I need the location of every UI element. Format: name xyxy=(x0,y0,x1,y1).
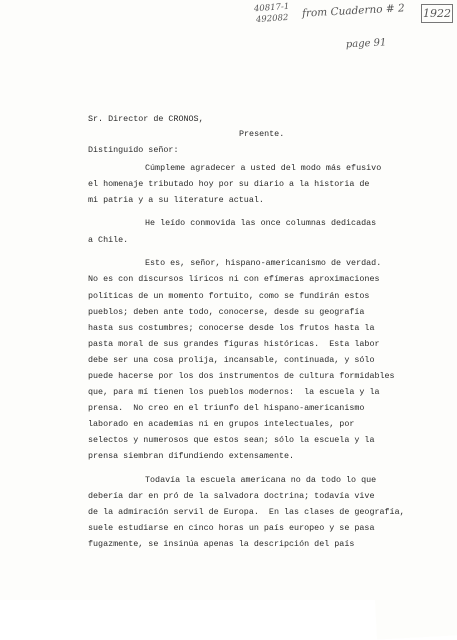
body-line: de la admiración servil de Europa. En las clases de geografía, xyxy=(88,507,405,517)
body-line: políticas de un momento fortuito, como se fundirán estos xyxy=(88,291,370,301)
body-line: puede hacerse por los dos instrumentos de cultura formidables xyxy=(88,371,395,381)
body-line: selectos y numerosos que estos sean; sólo la escuela y la xyxy=(88,435,375,445)
catalog-number-2: 492082 xyxy=(255,12,289,26)
addressee-line: Sr. Director de CRONOS, xyxy=(88,114,204,124)
body-line: No es con discursos líricos ni con efímeras aproximaciones xyxy=(88,274,380,284)
body-line: He leído conmovida las once columnas dedicadas xyxy=(145,218,377,228)
body-line: prensa siembran difundiendo extensamente. xyxy=(88,451,295,461)
body-line: pueblos; deben ante todo, conocerse, desde su geografía xyxy=(88,307,365,317)
body-line: pasta moral de sus grandes figuras históricas. Esta labor xyxy=(88,339,380,349)
body-line: Todavía la escuela americana no da todo lo que xyxy=(145,475,377,485)
salutation: Distinguido señor: xyxy=(88,145,179,155)
body-line: debería dar en pró de la salvadora doctrina; todavía vive xyxy=(88,491,375,501)
body-line: Esto es, señor, hispano-americanismo de verdad. xyxy=(145,258,382,268)
body-line: laborado en academias ni en grupos intelectuales, por xyxy=(88,419,355,429)
body-line: Cúmpleme agradecer a usted del modo más efusivo xyxy=(145,163,382,173)
source-annotation: from Cuaderno # 2 xyxy=(301,2,406,20)
body-line: debe ser una cosa prolija, incansable, continuada, y sólo xyxy=(88,355,375,365)
body-line: a Chile. xyxy=(88,235,129,245)
body-line: mi patria y a su literature actual. xyxy=(88,195,264,205)
body-line: suele estudiarse en cinco horas un país europeo y se pasa xyxy=(88,523,375,533)
closing-address: Presente. xyxy=(239,129,285,139)
body-line: el homenaje tributado hoy por su diario a la historia de xyxy=(88,179,370,189)
catalog-number-1: 40817-1 xyxy=(253,1,290,15)
body-line: hasta sus costumbres; conocerse desde los frutos hasta la xyxy=(88,323,375,333)
body-line: prensa. No creo en el triunfo del hispano-americanismo xyxy=(88,403,365,413)
year-annotation: 1922 xyxy=(421,4,453,23)
body-line: fugazmente, se insinúa apenas la descripción del país xyxy=(88,539,355,549)
page-annotation: page 91 xyxy=(346,16,457,639)
body-line: que, para mí tienen los pueblos modernos: la escuela y la xyxy=(88,387,380,397)
